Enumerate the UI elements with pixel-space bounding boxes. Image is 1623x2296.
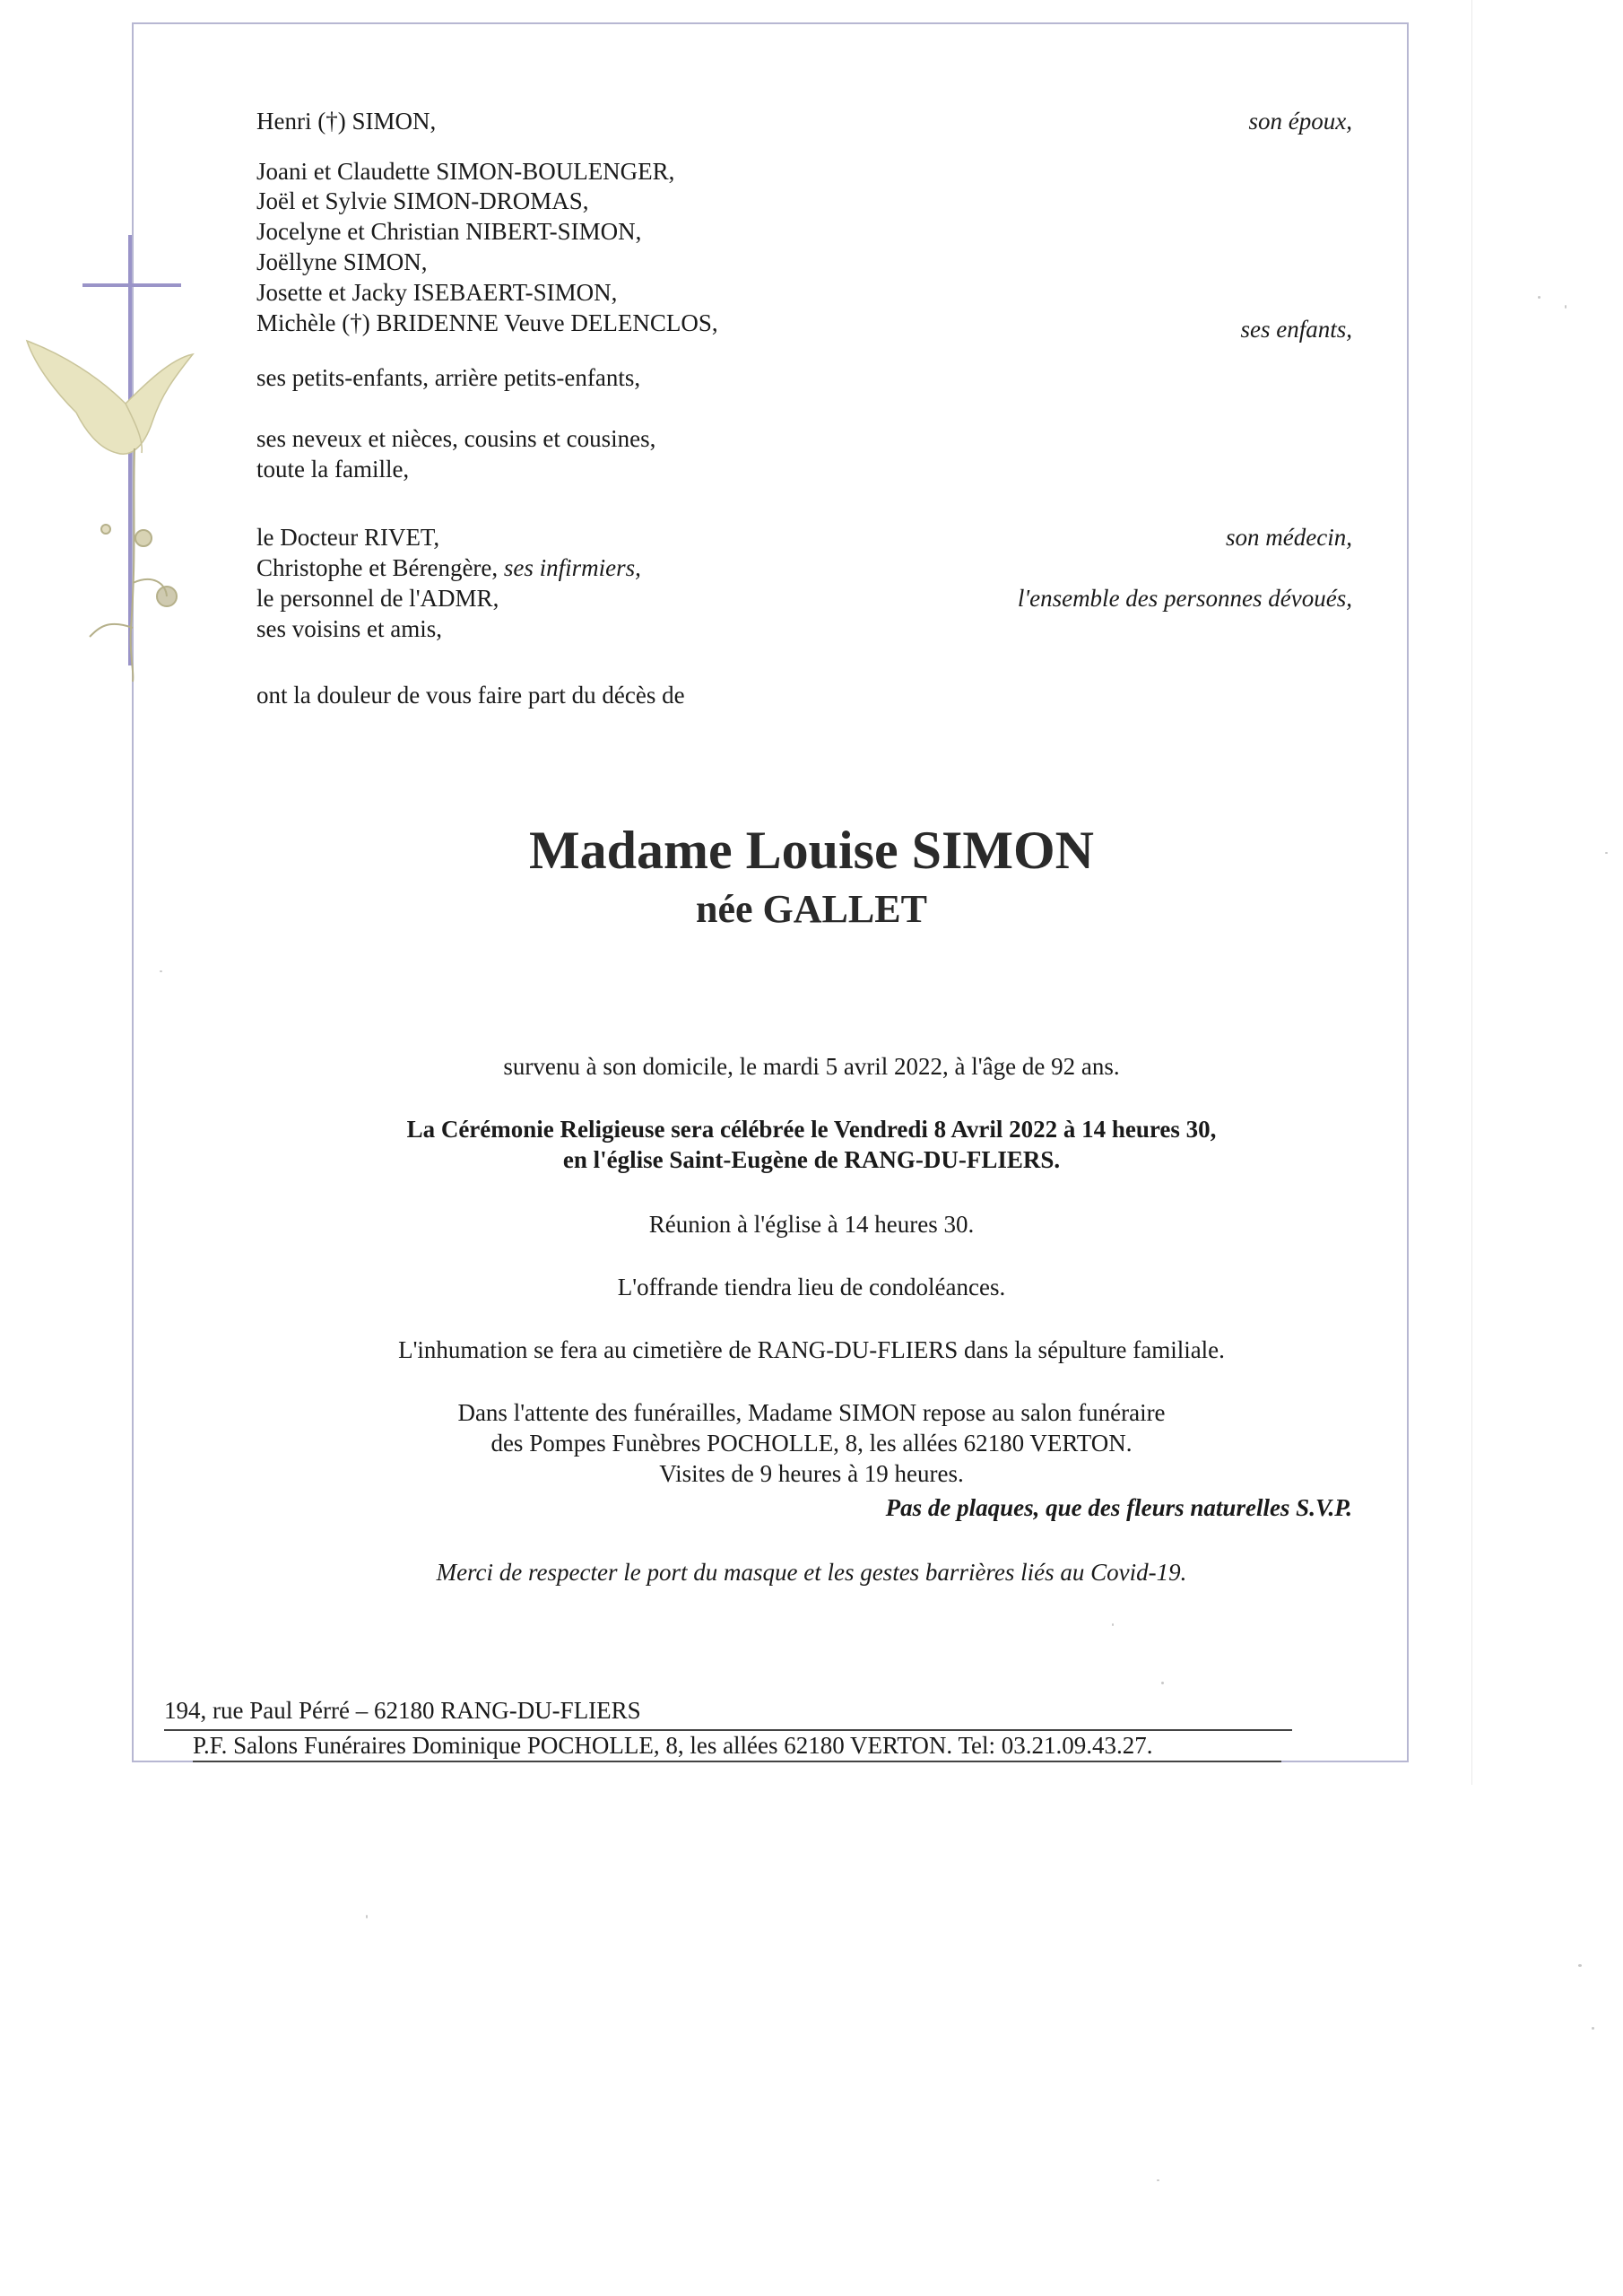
scan-speck <box>1605 852 1608 854</box>
child-line: Josette et Jacky ISEBAERT-SIMON, <box>256 279 618 306</box>
grandchildren-line: ses petits-enfants, arrière petits-enfants, <box>256 364 641 391</box>
covid-line: Merci de respecter le port du masque et les gestes barrières liés au Covid-19. <box>436 1559 1187 1586</box>
nephews-line: ses neveux et nièces, cousins et cousines, <box>256 425 656 452</box>
scan-speck <box>1592 2027 1594 2030</box>
child-line: Joani et Claudette SIMON-BOULENGER, <box>256 158 675 185</box>
scan-speck <box>366 1915 368 1918</box>
husband-role: son époux, <box>1248 108 1352 135</box>
scan-speck <box>1112 1623 1114 1626</box>
nurses-name: Christophe et Bérengère, <box>256 554 504 581</box>
nurses-role: ses infirmiers, <box>503 554 641 581</box>
doctor-role: son médecin, <box>1226 524 1352 551</box>
deceased-name: Madame Louise SIMON <box>529 821 1094 880</box>
children-role: ses enfants, <box>1240 316 1352 343</box>
meeting-line: Réunion à l'église à 14 heures 30. <box>648 1211 975 1238</box>
admr-role: l'ensemble des personnes dévoués, <box>1017 585 1352 612</box>
child-line: Joëllyne SIMON, <box>256 248 428 275</box>
child-line: Michèle (†) BRIDENNE Veuve DELENCLOS, <box>256 309 718 336</box>
nurses-line <box>256 552 641 583</box>
dove-icon <box>27 341 193 454</box>
rest-line-1: Dans l'attente des funérailles, Madame SIMON repose au salon funéraire <box>457 1399 1166 1426</box>
admr-name: le personnel de l'ADMR, <box>256 585 499 612</box>
rest-line-2: des Pompes Funèbres POCHOLLE, 8, les allées 62180 VERTON. <box>490 1430 1133 1457</box>
scan-speck <box>1157 2179 1159 2181</box>
ceremony-line-2: en l'église Saint-Eugène de RANG-DU-FLIERS. <box>562 1146 1061 1173</box>
visits-line: Visites de 9 heures à 19 heures. <box>659 1460 964 1487</box>
child-line: Joël et Sylvie SIMON-DROMAS, <box>256 187 589 214</box>
neighbours-line: ses voisins et amis, <box>256 615 442 642</box>
flowers-line: Pas de plaques, que des fleurs naturelles S.V.P. <box>885 1494 1352 1521</box>
scan-speck <box>160 970 162 972</box>
scan-speck <box>1578 1964 1582 1967</box>
deceased-birth-name: née GALLET <box>696 887 927 931</box>
scan-speck <box>1565 305 1567 309</box>
cross-dove-decoration <box>0 0 233 718</box>
husband-name: Henri (†) SIMON, <box>256 108 437 135</box>
footer-funeral-home: P.F. Salons Funéraires Dominique POCHOLLE, 8, les allées 62180 VERTON. Tel: 03.21.09.43.27. <box>193 1732 1153 1759</box>
child-line: Jocelyne et Christian NIBERT-SIMON, <box>256 218 642 245</box>
flower-stem-icon <box>90 448 177 682</box>
offering-line: L'offrande tiendra lieu de condoléances. <box>617 1274 1006 1300</box>
footer-underline <box>193 1761 1281 1762</box>
death-line: survenu à son domicile, le mardi 5 avril 2022, à l'âge de 92 ans. <box>503 1053 1120 1080</box>
scan-speck <box>1161 1682 1164 1684</box>
footer-address: 194, rue Paul Pérré – 62180 RANG-DU-FLIERS <box>164 1697 641 1724</box>
family-line: toute la famille, <box>256 456 410 483</box>
scan-speck <box>1538 296 1541 299</box>
announcement-line: ont la douleur de vous faire part du décès de <box>256 682 685 709</box>
burial-line: L'inhumation se fera au cimetière de RANG-DU-FLIERS dans la sépulture familiale. <box>398 1336 1225 1363</box>
ceremony-line-1: La Cérémonie Religieuse sera célébrée le Vendredi 8 Avril 2022 à 14 heures 30, <box>406 1116 1217 1143</box>
doctor-name: le Docteur RIVET, <box>256 524 440 551</box>
